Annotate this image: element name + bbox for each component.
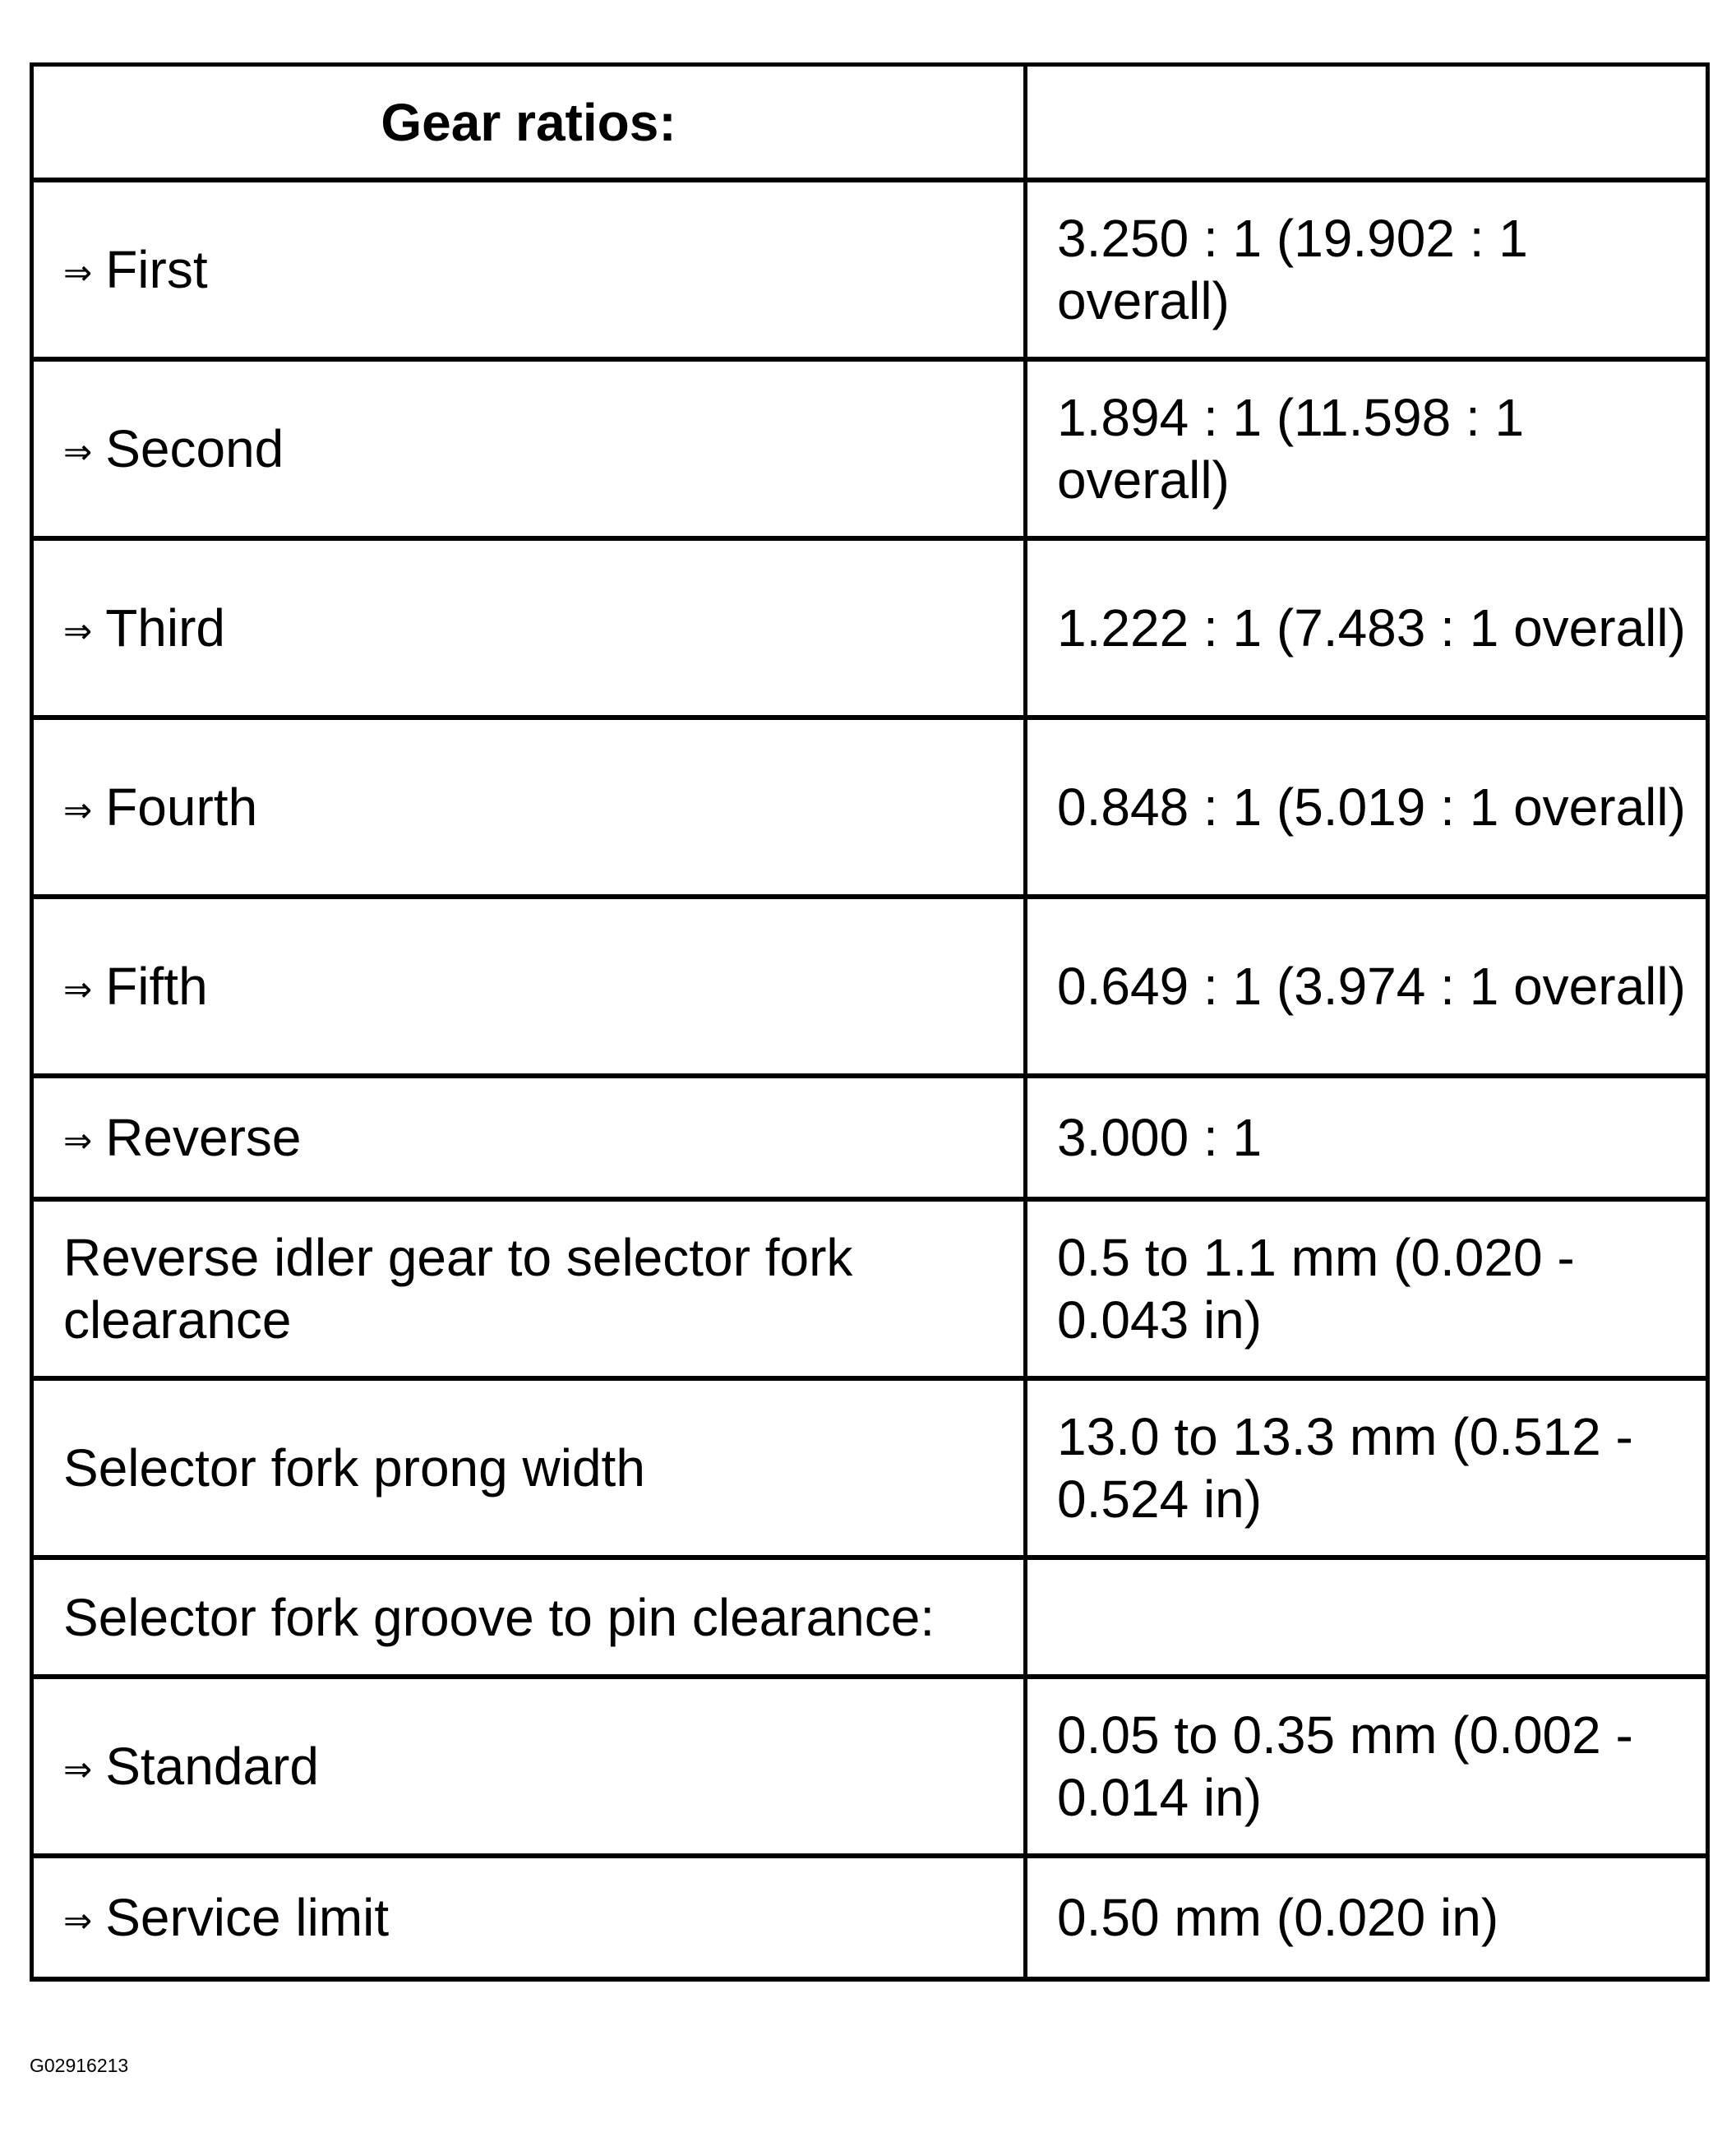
- table-row: [30, 720, 1710, 899]
- row-value: 1.894 : 1 (11.598 : 1 overall): [1057, 388, 1525, 510]
- arrow-icon: ⇒: [63, 611, 93, 650]
- row-value: 1.222 : 1 (7.483 : 1 overall): [1057, 598, 1686, 658]
- row-label-cell: [34, 541, 1027, 715]
- row-value: [1027, 1560, 1706, 1674]
- row-value: 0.848 : 1 (5.019 : 1 overall): [1057, 778, 1686, 837]
- table-row: [30, 182, 1710, 362]
- row-value: 13.0 to 13.3 mm (0.512 - 0.524 in): [1057, 1407, 1633, 1529]
- row-label: Standard: [105, 1737, 319, 1796]
- row-value: 0.5 to 1.1 mm (0.020 - 0.043 in): [1057, 1228, 1575, 1350]
- row-label-cell: [34, 720, 1027, 894]
- row-label: Service limit: [105, 1888, 390, 1947]
- table-row: [30, 1679, 1710, 1858]
- table-row: [30, 362, 1710, 541]
- table-row: [30, 899, 1710, 1078]
- table-row: [30, 1202, 1710, 1381]
- row-label-cell: [34, 1858, 1027, 1977]
- arrow-icon: ⇒: [63, 1121, 93, 1160]
- row-label-cell: [34, 362, 1027, 536]
- arrow-icon: ⇒: [63, 791, 93, 829]
- row-label-cell: [34, 182, 1027, 357]
- row-value: 0.50 mm (0.020 in): [1057, 1888, 1499, 1947]
- spec-table: [30, 62, 1710, 1982]
- arrow-icon: ⇒: [63, 432, 93, 471]
- table-header-row: [30, 62, 1710, 182]
- row-value: 3.000 : 1: [1057, 1108, 1263, 1167]
- row-label-cell: [34, 899, 1027, 1073]
- row-value: 0.05 to 0.35 mm (0.002 - 0.014 in): [1057, 1705, 1633, 1827]
- figure-id-label: G02916213: [30, 2055, 129, 2076]
- row-value: 3.250 : 1 (19.902 : 1 overall): [1057, 209, 1528, 330]
- table-row: [30, 1381, 1710, 1560]
- arrow-icon: ⇒: [63, 1901, 93, 1940]
- arrow-icon: ⇒: [63, 253, 93, 292]
- arrow-icon: ⇒: [63, 1750, 93, 1788]
- table-header-value: [1027, 67, 1706, 178]
- row-label: Selector fork prong width: [34, 1381, 1027, 1555]
- row-label: Second: [105, 419, 284, 478]
- row-label: Third: [105, 598, 226, 658]
- table-row: [30, 1858, 1710, 1982]
- table-section-row: [30, 1560, 1710, 1679]
- row-label: Reverse: [105, 1108, 302, 1167]
- row-label-cell: [34, 1078, 1027, 1197]
- row-label: First: [105, 240, 208, 299]
- row-label: Fifth: [105, 957, 208, 1016]
- table-header-label: Gear ratios:: [34, 67, 1027, 178]
- table-row: [30, 541, 1710, 720]
- row-label: Reverse idler gear to selector fork clearance: [34, 1202, 1027, 1376]
- row-value: 0.649 : 1 (3.974 : 1 overall): [1057, 957, 1686, 1016]
- row-label: Fourth: [105, 778, 258, 837]
- row-label-cell: [34, 1679, 1027, 1853]
- arrow-icon: ⇒: [63, 970, 93, 1008]
- table-row: [30, 1078, 1710, 1202]
- row-label: Selector fork groove to pin clearance:: [34, 1560, 1027, 1674]
